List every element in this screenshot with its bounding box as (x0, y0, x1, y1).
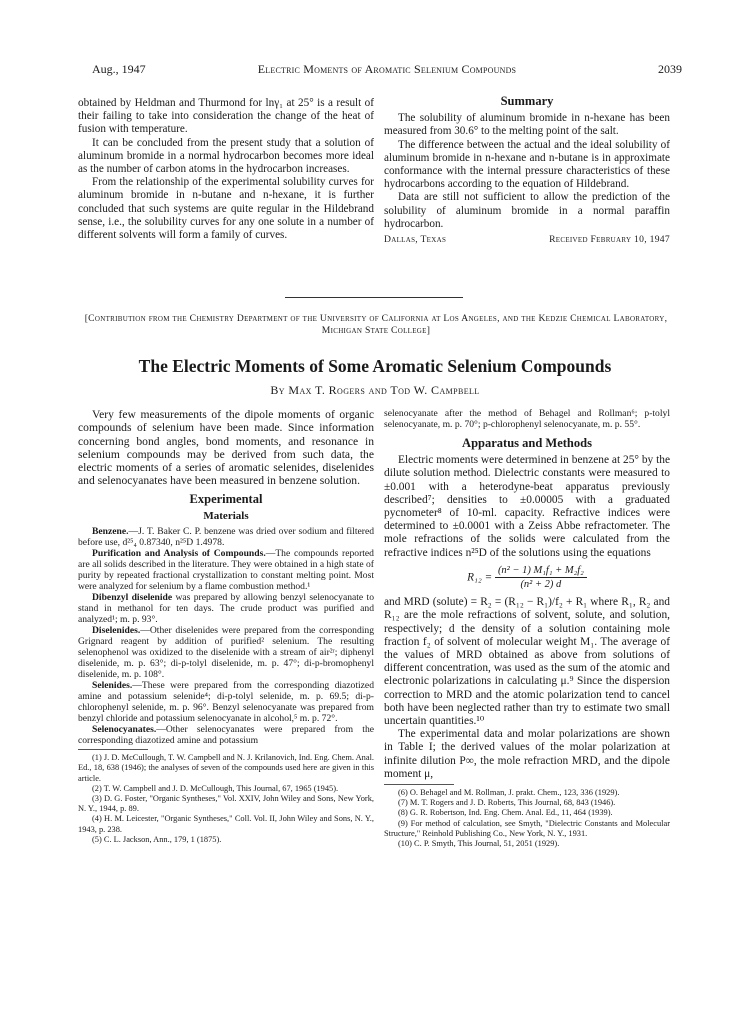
selenocyanates-paragraph (78, 724, 374, 746)
footnote-rule (78, 749, 148, 750)
footnote-5: (5) C. L. Jackson, Ann., 179, 1 (1875). (92, 834, 222, 844)
dibenzyl-text: was prepared by allowing benzyl selenocyanate to stand in methanol for ten days. The crude product was purified and analyzed¹; m. p. 93°. (78, 592, 374, 626)
selenides-text: —These were prepared from the corresponding diazotized amine and potassium selenide⁴; di-p-tolyl selenide, m. p. 69.5; di-p-chlorophenyl selenide, m. p. 96°. Benzyl selenocyanate was prepared from benzyl chloride and potassium selenocyanate in alcohol,⁵ m. p. 72°. (78, 680, 374, 725)
previous-article-left-column (78, 97, 374, 242)
article-separator (285, 297, 463, 298)
prev-paragraph-1: obtained by Heldman and Thurmond for lnγ₁ at 25° is a result of their failing to take into consideration the change of the heat of fusion with temperature. (78, 97, 374, 136)
footnote-3: (3) D. G. Foster, "Organic Syntheses," Vol. XXIV, John Wiley and Sons, New York, N. Y., 1944, p. 89. (78, 794, 374, 814)
footnote-6: (6) O. Behagel and M. Rollman, J. prakt. Chem., 123, 336 (1929). (398, 788, 620, 798)
footnote-7: (7) M. T. Rogers and J. D. Roberts, This Journal, 68, 843 (1946). (398, 798, 616, 808)
benzene-paragraph (78, 526, 374, 548)
diselenides-label: Diselenides. (92, 625, 141, 637)
footnote-2: (2) T. W. Campbell and J. D. McCullough, This Journal, 67, 1965 (1945). (92, 783, 339, 793)
experimental-heading: Experimental (189, 491, 263, 506)
selenides-label: Selenides. (92, 680, 133, 692)
contribution-note: [Contribution from the Chemistry Department of the University of California at Los Angeles, and the Kedzie Chemical Laboratory, Michigan State College] (84, 313, 668, 336)
byline: By Max T. Rogers and Tod W. Campbell (270, 383, 480, 397)
prev-paragraph-2: It can be concluded from the present study that a solution of aluminum bromide in a normal hydrocarbon becomes more ideal as the number of carbon atoms in the hydrocarbon increases. (78, 136, 374, 176)
selenides-paragraph (78, 680, 374, 724)
prev-paragraph-3: From the relationship of the experimental solubility curves for aluminum bromide in n-butane and n-hexane, it is further concluded that such systems are quite regular in the Hildebrand sense, i.e., the solubility curves for any one solute in a number of different solvents will form a family of curves. (78, 176, 374, 242)
results-paragraph: The experimental data and molar polarizations are shown in Table I; the derived values of the molar polarization at infinite dilution P∞, the mole refraction MRD, and the dipole moment μ, (384, 728, 670, 780)
dibenzyl-label: Dibenzyl diselenide (92, 592, 173, 604)
intro-paragraph: Very few measurements of the dipole moments of organic compounds of selenium have been made. Since information concerning bond angles, bond moments, and resonance in selenium compounds may be derived from such data, the electric moments of a series of aromatic selenides, diselenides and selenocyanates have been measured in benzene solution. (78, 408, 374, 488)
purification-label: Purification and Analysis of Compounds. (92, 548, 266, 560)
header-title: Electric Moments of Aromatic Selenium Compounds (257, 62, 517, 76)
left-column (78, 408, 374, 845)
apparatus-paragraph: Electric moments were determined in benzene at 25° by the dilute solution method. Dielectric constants were measured to ±0.001 with a heterodyne-beat apparatus previously described⁷; densities to ±0.00005 with a graduated pycnometer⁸ of 10-ml. capacity. Refractive indices were determined to ±0.0001 with a Zeiss Abbe refractometer. The mole refractions of the solids were calculated from the refractive indices n²⁵D of the solutions using the equations (384, 454, 670, 559)
purification-text: —The compounds reported are all solids described in the literature. They were obtained in a high state of purity by repeated fractional crystallization to constant melting point. Most were analyzed for selenium by a flame combustion method.¹ (78, 548, 374, 593)
footnote-rule-right (384, 784, 454, 785)
equation-lhs: R₁₂ = (467, 571, 493, 584)
benzene-label: Benzene. (92, 526, 129, 538)
equation-numerator: (n² − 1) M₁f₁ + M₂f₂ (495, 564, 587, 578)
selenocyanates-continued: selenocyanate after the method of Behagel and Rollman⁶; p-tolyl selenocyanate, m. p. 70°; p-chlorophenyl selenocyanate, m. p. 55°. (384, 408, 670, 430)
dibenzyl-paragraph (78, 592, 374, 625)
equation-denominator: (n² + 2) d (520, 579, 562, 591)
right-column (384, 408, 670, 849)
article-location: Dallas, Texas (384, 234, 447, 246)
previous-article-right-column (384, 95, 670, 246)
footnote-1: (1) J. D. McCullough, T. W. Campbell and N. J. Krilanovich, Ind. Eng. Chem. Anal. Ed., 18, 638 (1946); the analyses of seven of the compounds used here are given in this article. (78, 753, 374, 783)
selenocyanates-label: Selenocyanates. (92, 724, 157, 736)
footnote-9: (9) For method of calculation, see Smyth, "Dielectric Constants and Molecular Structure," Reinhold Publishing Co., New York, N. Y., 1931. (384, 818, 670, 838)
summary-paragraph-1: The solubility of aluminum bromide in n-hexane has been measured from 30.6° to the melting point of the salt. (384, 112, 670, 138)
summary-paragraph-2: The difference between the actual and the ideal solubility of aluminum bromide in n-hexane and n-butane is in approximate conformance with the internal pressure characteristics of these hydrocarbons according to the equation of Hildebrand. (384, 138, 670, 191)
refraction-equation (384, 564, 670, 591)
article-title: The Electric Moments of Some Aromatic Selenium Compounds (138, 356, 612, 376)
received-date: Received February 10, 1947 (549, 234, 670, 246)
methods-paragraph: and MRD (solute) = R₂ = (R₁₂ − R₁)/f₂ + R₁ where R₁, R₂ and R₁₂ are the mole refractions of solvent, solute, and solution, respectively; d the density of a solution containing mole fraction f₂ of solvent of molecular weight M₁. The average of the values of MRD obtained as above from solutions of different concentration, was used as the sum of the atomic and electronic polarizations in calculating μ.⁹ Since the dispersion correction to MRD and the atomic polarization tend to cancel both have been neglected rather than try to estimate two small uncertain quantities.¹⁰ (384, 596, 670, 728)
selenocyanates-text: —Other selenocyanates were prepared from the corresponding diazotized amine and potassium (78, 724, 374, 747)
footnote-4: (4) H. M. Leicester, "Organic Syntheses," Coll. Vol. II, John Wiley and Sons, N. Y., 1943, p. 238. (78, 814, 374, 834)
header-date: Aug., 1947 (92, 62, 146, 76)
summary-heading: Summary (500, 94, 554, 108)
diselenides-paragraph (78, 625, 374, 680)
footnote-8: (8) G. R. Robertson, Ind. Eng. Chem. Anal. Ed., 11, 464 (1939). (398, 808, 613, 818)
materials-heading: Materials (203, 509, 249, 522)
diselenides-text: —Other diselenides were prepared from the corresponding Grignard reagent by addition of purified² selenium. The resulting selenophenol was oxidized to the diselenide with a stream of air²ʳ; diphenyl diselenide, m. p. 63°; di-p-tolyl diselenide, m. p. 47°; di-p-bromophenyl diselenide, m. p. 108°. (78, 625, 374, 681)
page-number: 2039 (658, 62, 682, 76)
apparatus-heading: Apparatus and Methods (462, 436, 592, 450)
benzene-text: —J. T. Baker C. P. benzene was dried over sodium and filtered before use, d²⁵₄ 0.87340, n²⁵D 1.4978. (78, 526, 374, 549)
purification-paragraph (78, 548, 374, 592)
summary-paragraph-3: Data are still not sufficient to allow the prediction of the solubility of aluminum bromide in a normal paraffin hydrocarbon. (384, 191, 670, 230)
footnote-10: (10) C. P. Smyth, This Journal, 51, 2051 (1929). (398, 839, 560, 849)
